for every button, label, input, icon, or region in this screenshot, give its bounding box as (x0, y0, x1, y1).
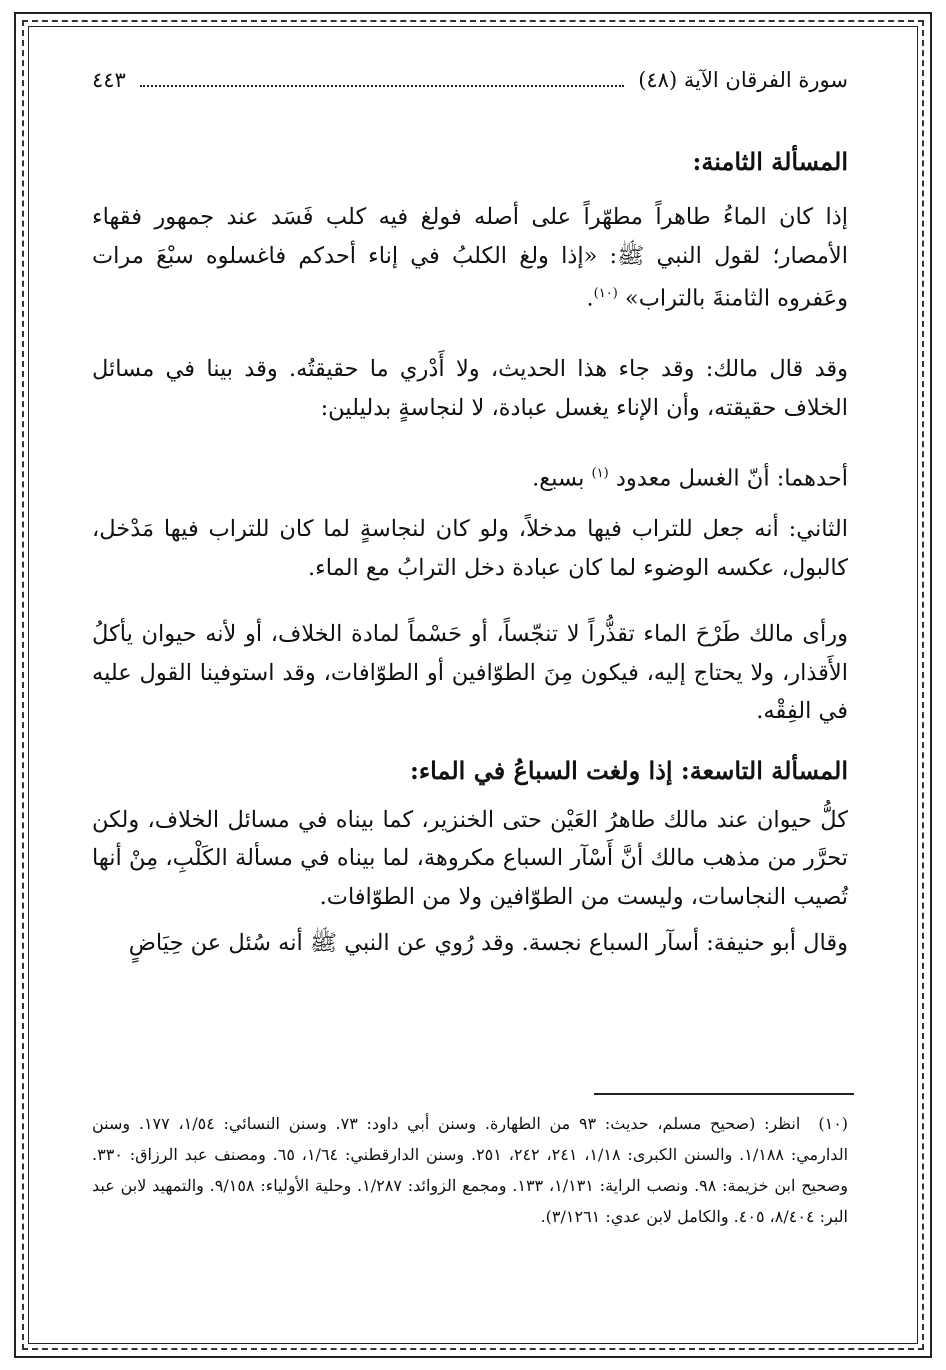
paragraph-text: إذا كان الماءُ طاهراً مطهّراً على أصله فولغ فيه كلب فَسَد عند جمهور فقهاء الأمصار؛ لقول النبي ﷺ: «إذا ولغ الكلبُ في إناء أحدكم فاغسلوه سبْعَ مرات وعَفروه الثامنةَ بالتراب» (92, 204, 848, 312)
paragraph (92, 455, 848, 498)
paragraph: إذا كان الماءُ طاهراً مطهّراً على أصله فولغ فيه كلب فَسَد عند جمهور فقهاء الأمصار؛ لقول النبي ﷺ: «إذا ولغ الكلبُ في إناء أحدكم فاغسلوه سبْعَ مرات وعَفروه الثامنةَ بالتراب» $^{(١٠)}$. (92, 204, 848, 312)
section-heading-9: المسألة التاسعة: إذا ولغت السباعُ في الماء: (410, 755, 848, 785)
paragraph: وقد قال مالك: وقد جاء هذا الحديث، ولا أَدْري ما حقيقتُه. وقد بينا في مسائل الخلاف حقيقته، وأن الإناء يغسل عبادة، لا لنجاسةٍ بدليلين: (92, 356, 848, 421)
header-title: سورة الفرقان الآية (٤٨) (638, 68, 848, 92)
running-header (92, 68, 848, 108)
footnote-separator (594, 1093, 854, 1095)
paragraph: وقال أبو حنيفة: أسآر السباع نجسة. وقد رُوي عن النبي ﷺ أنه سُئل عن حِيَاضٍ (128, 930, 848, 956)
footnote (92, 1108, 848, 1232)
header-dot-leader (140, 85, 624, 87)
footnote-number: (١٠) (818, 1114, 849, 1133)
footnote-marker[interactable]: (١) (591, 466, 609, 481)
paragraph-text: بسبع. (532, 465, 585, 492)
paragraph: الثاني: أنه جعل للتراب فيها مدخلاً، ولو كان لنجاسةٍ لما كان للتراب فيها مَدْخل، كالبول، عكسه الوضوء لما كان عبادة دخل الترابُ مع الماء. (92, 516, 848, 581)
paragraph: ورأى مالك طَرْحَ الماء تقذُّراً لا تنجّساً، أو حَسْماً لمادة الخلاف، أو لأنه حيوان يأكلُ الأَقذار، ولا يحتاج إليه، فيكون مِنَ الطوّافين أو الطوّافات، وقد استوفينا القول عليه في الفِقْه. (92, 621, 848, 724)
paragraph: كلُّ حيوان عند مالك طاهرُ العَيْن حتى الخنزير، كما بيناه في مسائل الخلاف، ولكن تحرَّر من مذهب مالك أنَّ أَسْآر السباع مكروهة، لما بيناه في مسألة الكَلْبِ، مِنْ أنها تُصيب النجاسات، وليست من الطوّافين ولا من الطوّافات. (92, 806, 848, 910)
footnote-text: انظر: (صحيح مسلم، حديث: ٩٣ من الطهارة. وسنن أبي داود: ٧٣. وسنن النسائي: ١/٥٤، ١٧٧. وسنن الدارمي: ١/١٨٨. والسنن الكبرى: ١/١٨، ٢٤١، ٢٤٢، ٢٥١. وسنن الدارقطني: ١/٦٤، ٦٥. ومصنف عبد الرزاق: ٣٣٠. وصحيح ابن خزيمة: ٩٨. ونصب الراية: ١/١٣١، ١٣٣. ومجمع الزوائد: ١/٢٨٧. وحلية الأولياء: ٩/١٥٨. والتمهيد لابن عبد البر: ٨/٤٠٤، ٤٠٥. والكامل لابن عدي: ٣/١٢٦١). (92, 1114, 849, 1226)
page-body (92, 68, 848, 963)
page-number: ٤٤٣ (92, 68, 126, 92)
section-heading-8: المسألة الثامنة: (692, 147, 848, 176)
footnote-marker[interactable]: (١٠) (593, 286, 618, 301)
paragraph-text: أحدهما: أنّ الغسل معدود (615, 465, 848, 492)
